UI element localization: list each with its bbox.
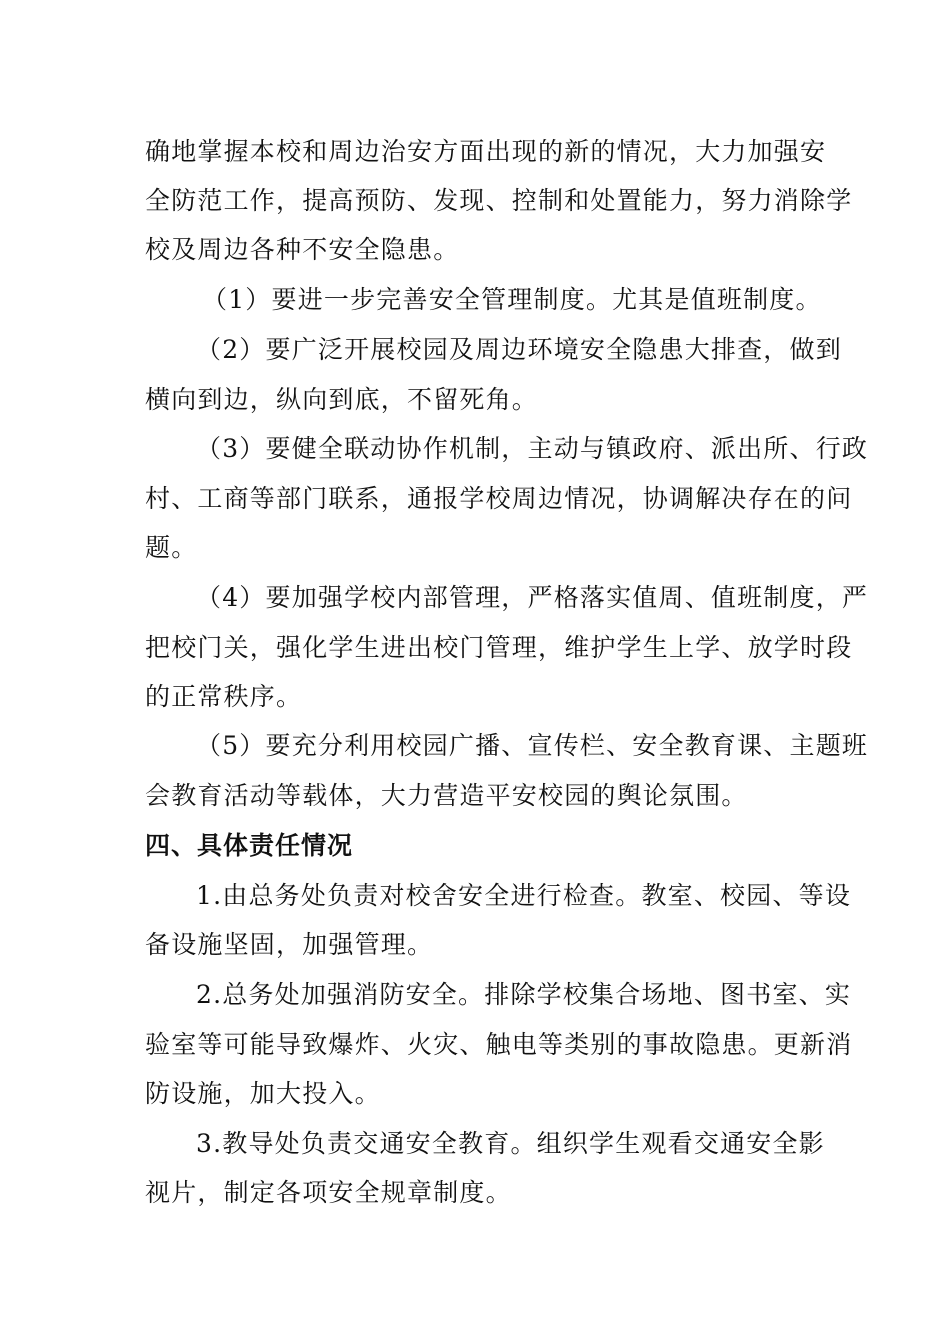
body-text-line: 把校门关，强化学生进出校门管理，维护学生上学、放学时段 [145, 633, 853, 662]
body-text-line: 验室等可能导致爆炸、火灾、触电等类别的事故隐患。更新消 [145, 1030, 853, 1059]
list-item-line: （5）要充分利用校园广播、宣传栏、安全教育课、主题班 [196, 731, 869, 760]
body-text-line: 村、工商等部门联系，通报学校周边情况，协调解决存在的问 [145, 484, 853, 513]
body-text-line: 视片，制定各项安全规章制度。 [145, 1178, 512, 1207]
body-text-line: 校及周边各种不安全隐患。 [145, 235, 460, 264]
list-item-line: （1）要进一步完善安全管理制度。尤其是值班制度。 [202, 285, 822, 314]
body-text-line: 横向到边，纵向到底，不留死角。 [145, 385, 539, 414]
list-item-line: （4）要加强学校内部管理，严格落实值周、值班制度，严 [196, 583, 869, 612]
body-text-line: 确地掌握本校和周边治安方面出现的新的情况，大力加强安 [145, 137, 827, 166]
body-text-line: 的正常秩序。 [145, 682, 303, 711]
section-heading: 四、具体责任情况 [145, 831, 354, 860]
body-text-line: 会教育活动等载体，大力营造平安校园的舆论氛围。 [145, 781, 748, 810]
list-item-line: （3）要健全联动协作机制，主动与镇政府、派出所、行政 [196, 434, 869, 463]
numbered-item-line: 3.教导处负责交通安全教育。组织学生观看交通安全影 [196, 1129, 825, 1158]
list-item-line: （2）要广泛开展校园及周边环境安全隐患大排查，做到 [196, 335, 842, 364]
body-text-line: 防设施，加大投入。 [145, 1079, 381, 1108]
body-text-line: 题。 [145, 533, 198, 562]
body-text-line: 备设施坚固，加强管理。 [145, 930, 434, 959]
numbered-item-line: 1.由总务处负责对校舍安全进行检查。教室、校园、等设 [196, 881, 852, 910]
numbered-item-line: 2.总务处加强消防安全。排除学校集合场地、图书室、实 [196, 980, 852, 1009]
body-text-line: 全防范工作，提高预防、发现、控制和处置能力，努力消除学 [145, 186, 853, 215]
